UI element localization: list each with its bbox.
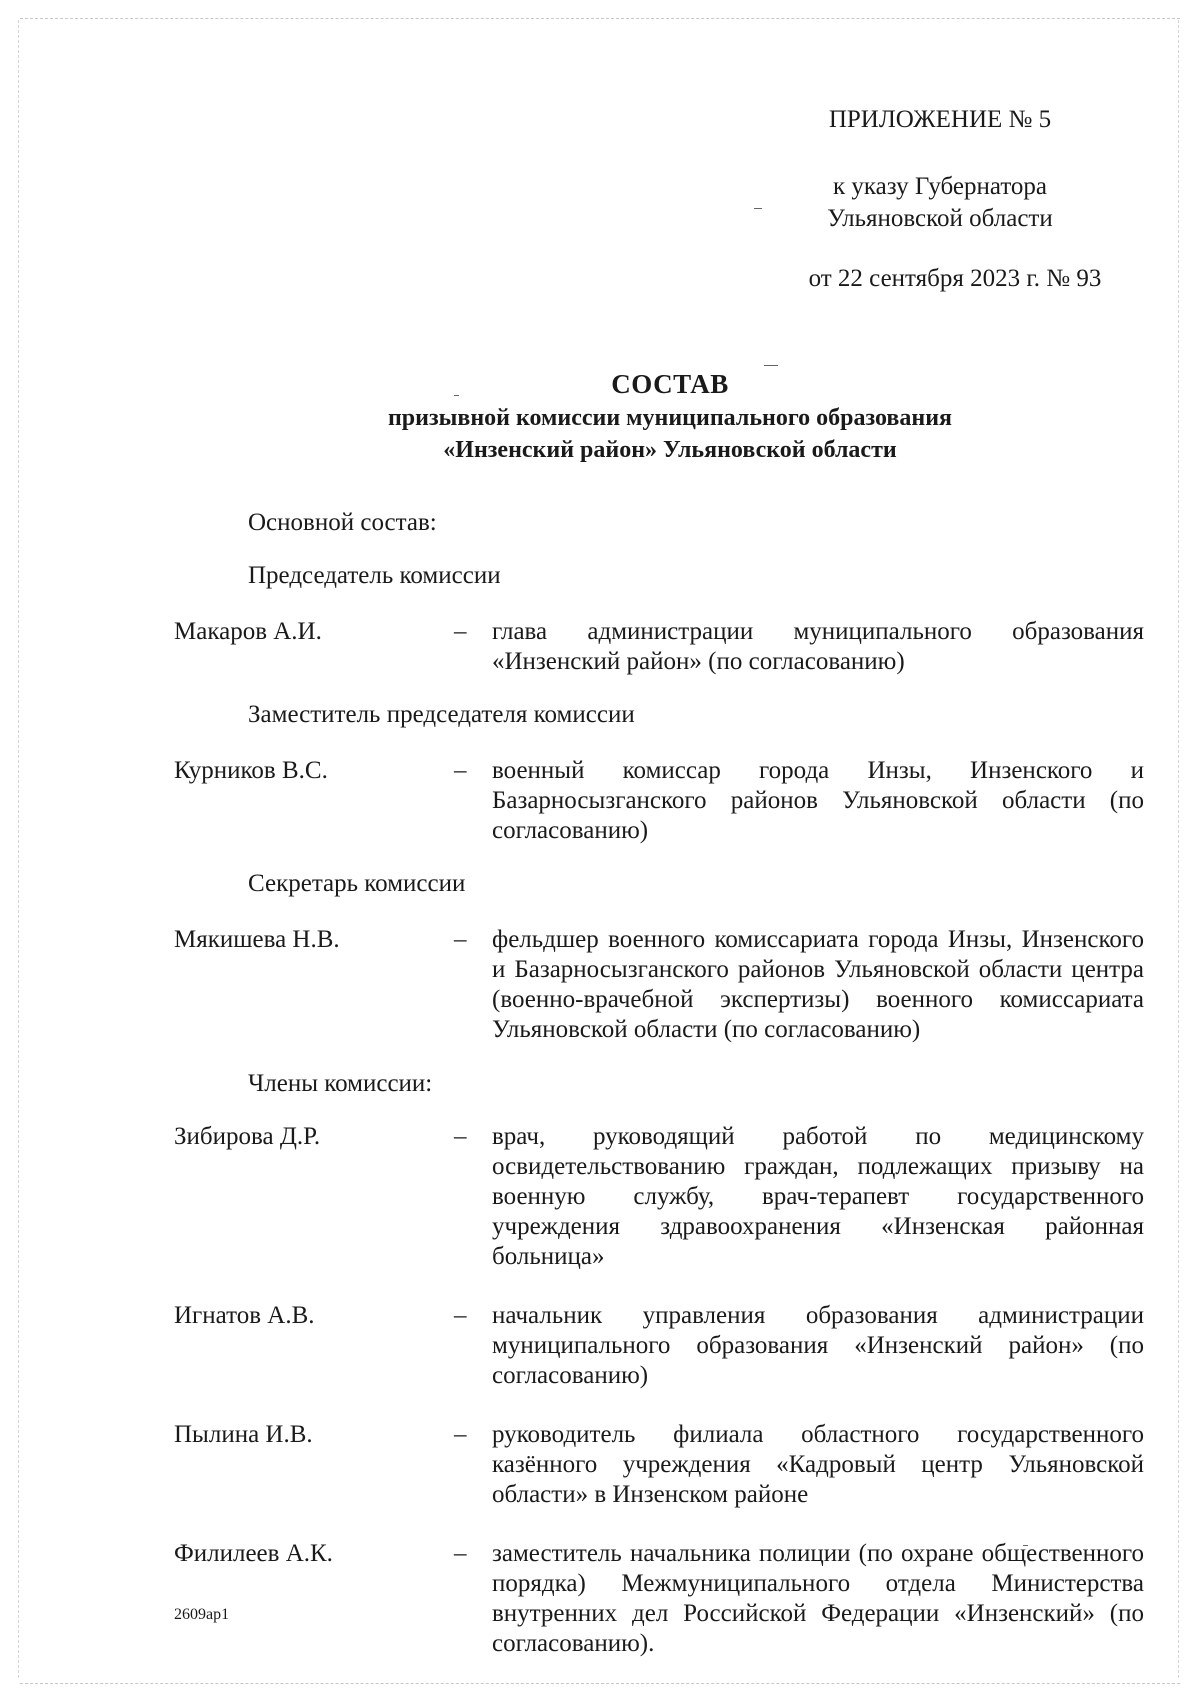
member-row — [174, 925, 1144, 1045]
section-members: Члены комиссии: — [248, 1070, 433, 1097]
decree-line: Ульяновской области — [827, 205, 1053, 232]
scan-speck — [754, 208, 762, 209]
section-deputy: Заместитель председателя комиссии — [248, 701, 635, 728]
decree-date: от 22 сентября 2023 г. № 93 — [808, 265, 1102, 292]
member-row — [174, 1301, 1144, 1391]
section-chair: Председатель комиссии — [248, 562, 501, 589]
dash: – — [454, 1123, 467, 1150]
member-name: Филилеев А.К. — [174, 1540, 333, 1567]
member-row — [174, 1539, 1144, 1659]
document-title — [170, 366, 1170, 466]
member-name: Курников В.С. — [174, 757, 328, 784]
commission-list — [174, 507, 1144, 1659]
scan-border-right — [1178, 20, 1179, 1678]
scan-border-left — [18, 20, 19, 1678]
member-name: Мякишева Н.В. — [174, 926, 340, 953]
member-name: Зибирова Д.Р. — [174, 1123, 321, 1150]
member-position: глава администрации муниципального образования «Инзенский район» (по согласованию) — [492, 618, 1144, 675]
scan-border-bottom — [20, 1683, 1180, 1684]
member-position: заместитель начальника полиции (по охране общественного порядка) Межмуниципального отдела Министерства внутренних дел Российской Федерации «Инзенский» (по согласованию). — [492, 1540, 1144, 1657]
member-name: Макаров А.И. — [174, 618, 322, 645]
section-main-composition: Основной состав: — [248, 509, 437, 536]
member-row — [174, 617, 1144, 677]
dash: – — [454, 1421, 467, 1448]
dash: – — [454, 1540, 467, 1567]
dash: – — [454, 926, 467, 953]
scan-border-top — [20, 18, 1180, 19]
title-main: СОСТАВ — [611, 369, 729, 399]
member-position: руководитель филиала областного государственного казённого учреждения «Кадровый центр Ульяновской области» в Инзенском районе — [492, 1421, 1144, 1508]
member-row — [174, 1122, 1144, 1272]
member-name: Пылина И.В. — [174, 1421, 313, 1448]
document-code: 2609ар1 — [174, 1606, 230, 1623]
member-position: врач, руководящий работой по медицинскому освидетельствованию граждан, подлежащих призыву на военную службу, врач-терапевт государственного учреждения здравоохранения «Инзенская районная больница» — [492, 1123, 1144, 1270]
decree-line: к указу Губернатора — [832, 173, 1048, 200]
member-row — [174, 1420, 1144, 1510]
member-row — [174, 756, 1144, 846]
member-position: фельдшер военного комиссариата города Инзы, Инзенского и Базарносызганского районов Ульяновской области центра (военно-врачебной экспертизы) военного комиссариата Ульяновской области (по согласованию) — [492, 926, 1144, 1043]
member-position: военный комиссар города Инзы, Инзенского и Базарносызганского районов Ульяновской области (по согласованию) — [492, 757, 1144, 844]
section-secretary: Секретарь комиссии — [248, 870, 466, 897]
member-name: Игнатов А.В. — [174, 1302, 315, 1329]
dash: – — [454, 1302, 467, 1329]
member-position: начальник управления образования администрации муниципального образования «Инзенский район» (по согласованию) — [492, 1302, 1144, 1389]
title-subtitle: «Инзенский район» Ульяновской области — [443, 437, 897, 463]
title-subtitle: призывной комиссии муниципального образования — [387, 405, 953, 431]
dash: – — [454, 757, 467, 784]
dash: – — [454, 618, 467, 645]
appendix-number: ПРИЛОЖЕНИЕ № 5 — [828, 106, 1052, 133]
decree-reference — [790, 171, 1090, 235]
